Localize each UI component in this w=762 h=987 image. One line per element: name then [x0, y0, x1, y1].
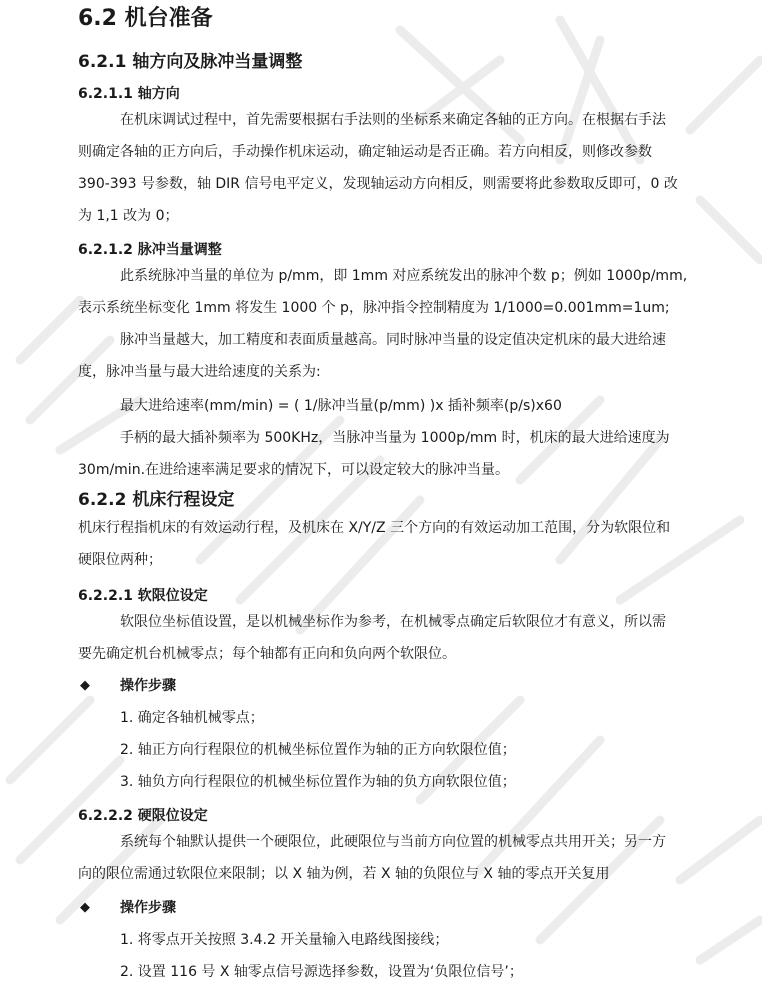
paragraph-line: 机床行程指机床的有效运动行程，及机床在 X/Y/Z 三个方向的有效运动加工范围，分为软限位和 [78, 520, 671, 536]
step-item: 1. 将零点开关按照 3.4.2 开关量输入电路线图接线； [120, 932, 449, 948]
paragraph-line: 在机床调试过程中，首先需要根据右手法则的坐标系来确定各轴的正方向。在根据右手法 [120, 112, 666, 128]
subsection-title-6-2-1: 6.2.1 轴方向及脉冲当量调整 [78, 52, 303, 72]
bullet-diamond-icon: ◆ [80, 900, 90, 915]
paragraph-line: 软限位坐标值设置，是以机械坐标作为参考，在机械零点确定后软限位才有意义，所以需 [120, 614, 666, 630]
section-title: 6.2 机台准备 [78, 6, 213, 31]
heading-6-2-1-1: 6.2.1.1 轴方向 [78, 86, 180, 102]
paragraph-line: 为 1,1 改为 0； [78, 208, 179, 224]
paragraph-line: 脉冲当量越大，加工精度和表面质量越高。同时脉冲当量的设定值决定机床的最大进给速 [120, 332, 666, 348]
paragraph-line: 此系统脉冲当量的单位为 p/mm，即 1mm 对应系统发出的脉冲个数 p；例如 1000p/mm, [120, 268, 688, 284]
paragraph-line: 手柄的最大插补频率为 500KHz，当脉冲当量为 1000p/mm 时，机床的最大进给速度为 [120, 430, 670, 446]
paragraph-line: 要先确定机台机械零点；每个轴都有正向和负向两个软限位。 [78, 646, 456, 662]
step-item: 2. 轴正方向行程限位的机械坐标位置作为轴的正方向软限位值； [120, 742, 516, 758]
subsection-title-6-2-2: 6.2.2 机床行程设定 [78, 490, 235, 510]
steps-label: 操作步骤 [120, 678, 176, 694]
heading-6-2-2-1: 6.2.2.1 软限位设定 [78, 588, 208, 604]
bullet-diamond-icon: ◆ [80, 678, 90, 693]
paragraph-line: 硬限位两种； [78, 552, 162, 568]
formula-line: 最大进给速率(mm/min) = ( 1/脉冲当量(p/mm) )x 插补频率(p/s)x60 [120, 398, 562, 414]
paragraph-line: 390-393 号参数，轴 DIR 信号电平定义，发现轴运动方向相反，则需要将此参数取反即可，0 改 [78, 176, 678, 192]
paragraph-line: 度，脉冲当量与最大进给速度的关系为: [78, 364, 321, 380]
paragraph-line: 30m/min.在进给速率满足要求的情况下，可以设定较大的脉冲当量。 [78, 462, 510, 478]
paragraph-line: 系统每个轴默认提供一个硬限位，此硬限位与当前方向位置的机械零点共用开关；另一方 [120, 834, 666, 850]
paragraph-line: 表示系统坐标变化 1mm 将发生 1000 个 p，脉冲指令控制精度为 1/1000=0.001mm=1um; [78, 300, 670, 316]
step-item: 1. 确定各轴机械零点； [120, 710, 264, 726]
paragraph-line: 向的限位需通过软限位来限制；以 X 轴为例，若 X 轴的负限位与 X 轴的零点开关复用 [78, 866, 610, 882]
paragraph-line: 则确定各轴的正方向后，手动操作机床运动，确定轴运动是否正确。若方向相反，则修改参数 [78, 144, 652, 160]
step-item: 2. 设置 116 号 X 轴零点信号源选择参数，设置为‘负限位信号’； [120, 964, 523, 980]
heading-6-2-2-2: 6.2.2.2 硬限位设定 [78, 808, 208, 824]
heading-6-2-1-2: 6.2.1.2 脉冲当量调整 [78, 242, 222, 258]
step-item: 3. 轴负方向行程限位的机械坐标位置作为轴的负方向软限位值； [120, 774, 516, 790]
steps-label: 操作步骤 [120, 900, 176, 916]
